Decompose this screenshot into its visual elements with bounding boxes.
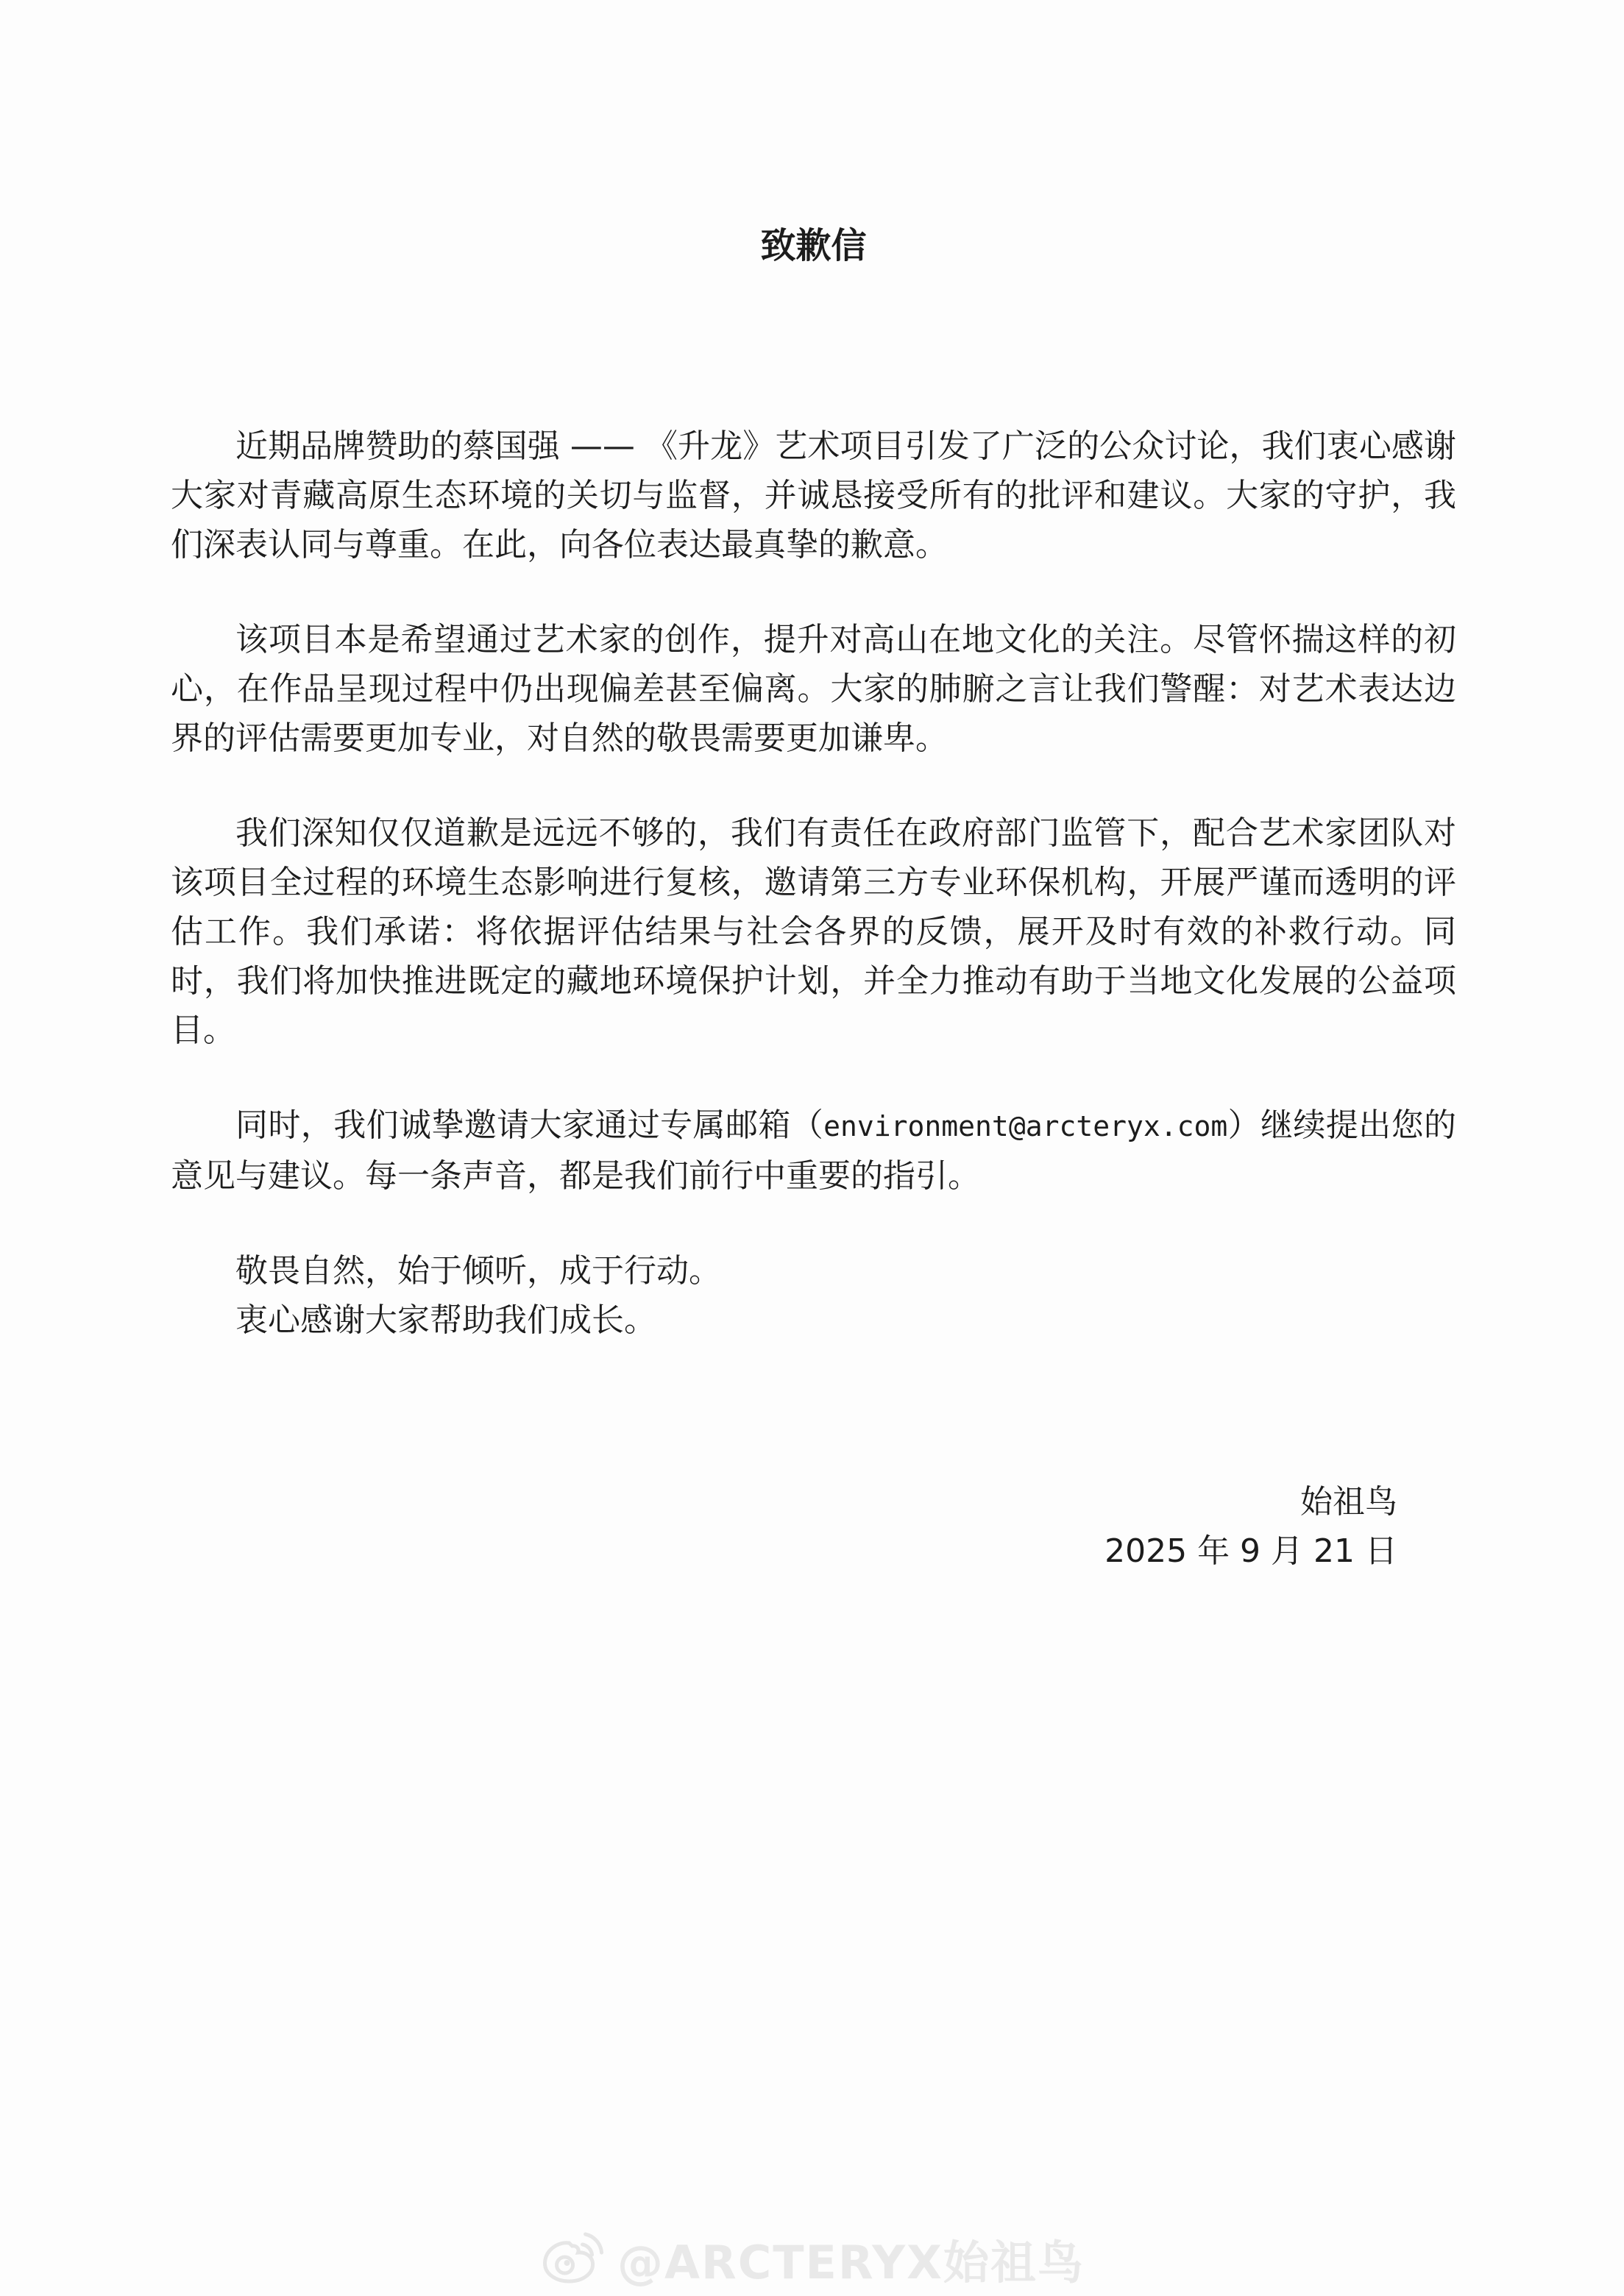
letter-paragraph-2: 该项目本是希望通过艺术家的创作，提升对高山在地文化的关注。尽管怀揣这样的初心，在作品呈现过程中仍出现偏差甚至偏离。大家的肺腑之言让我们警醒：对艺术表达边界的评估需要更加专业，对自然的敬畏需要更加谦卑。 — [171, 621, 1456, 757]
letter-paragraph-3: 我们深知仅仅道歉是远远不够的，我们有责任在政府部门监管下，配合艺术家团队对该项目全过程的环境生态影响进行复核，邀请第三方专业环保机构，开展严谨而透明的评估工作。我们承诺：将依据评估结果与社会各界的反馈，展开及时有效的补救行动。同时，我们将加快推进既定的藏地环境保护计划，并全力推动有助于当地文化发展的公益项目。 — [171, 814, 1456, 1049]
closing-line-2: 衷心感谢大家帮助我们成长。 — [235, 1301, 656, 1339]
weibo-watermark — [539, 2226, 1085, 2292]
paragraph-4-text-after: ）继续提出您的意见与建议。每一条声音，都是我们前行中重要的指引。 — [171, 1106, 1457, 1195]
letter-title: 致歉信 — [760, 225, 867, 266]
weibo-icon — [539, 2230, 607, 2289]
closing-line-1: 敬畏自然，始于倾听，成于行动。 — [235, 1252, 721, 1290]
signature-name: 始祖鸟 — [1300, 1483, 1397, 1521]
letter-paragraph-1: 近期品牌赞助的蔡国强 —— 《升龙》艺术项目引发了广泛的公众讨论，我们衷心感谢大家对青藏高原生态环境的关切与监督，并诚恳接受所有的批评和建议。大家的守护，我们深表认同与尊重。在此，向各位表达最真挚的歉意。 — [171, 427, 1456, 564]
signature-block — [171, 1477, 1456, 1576]
paragraph-4-text-before: 同时，我们诚挚邀请大家通过专属邮箱（ — [235, 1106, 824, 1144]
watermark-handle: @ARCTERYX始祖鸟 — [617, 2236, 1085, 2289]
letter-body — [171, 422, 1456, 1576]
signature-date: 2025 年 9 月 21 日 — [1104, 1532, 1397, 1570]
letter-paragraph-4 — [171, 1101, 1456, 1201]
email-address: environment@arcteryx.com — [823, 1110, 1228, 1142]
closing-block — [171, 1246, 1456, 1345]
